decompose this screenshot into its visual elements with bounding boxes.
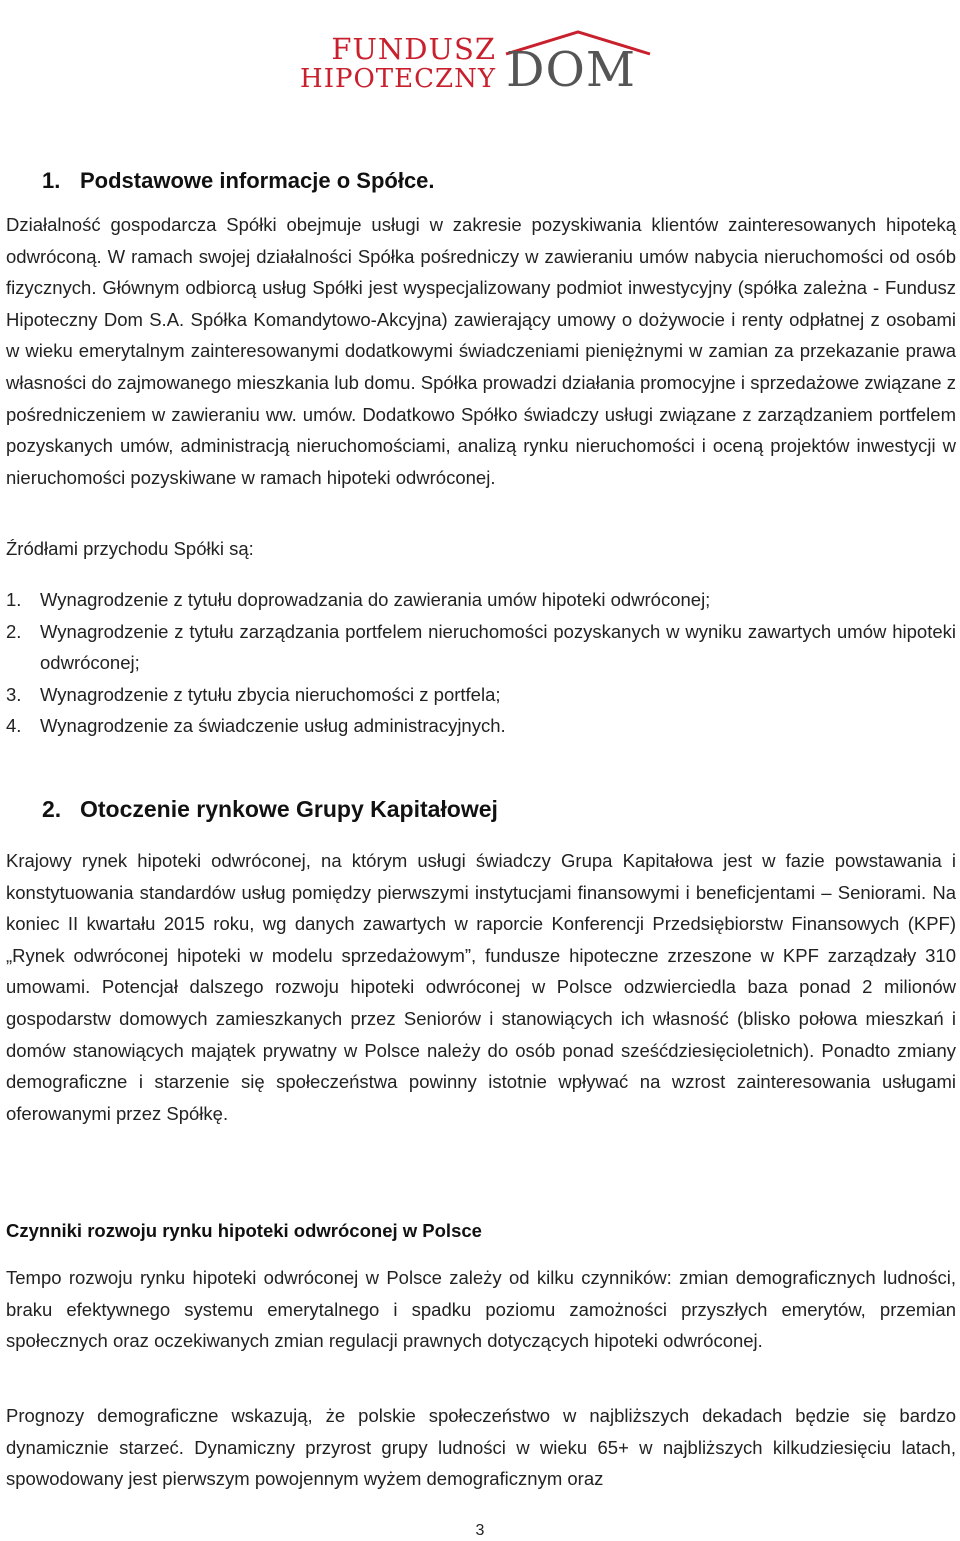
list-item-text: Wynagrodzenie z tytułu zbycia nieruchomości z portfela; <box>40 683 501 705</box>
list-item-text: Wynagrodzenie z tytułu doprowadzania do zawierania umów hipoteki odwróconej; <box>40 589 711 610</box>
section-1-paragraph: Działalność gospodarcza Spółki obejmuje usługi w zakresie pozyskiwania klientów zainteresowanych hipoteką odwróconą. W ramach swojej działalności Spółka pośredniczy w zawieraniu umów nabycia nieruchomości od osób fizycznych. Głównym odbiorcą usług Spółki jest wyspecjalizowany podmiot inwestycyjny (spółka zależna - Fundusz Hipoteczny Dom S.A. Spółka Komandytowo-Akcyjna) zawierający umowy o dożywocie i renty odpłatnej z osobami w wieku emerytalnym zainteresowanymi dodatkowymi świadczeniami pieniężnymi w zamian za przekazanie prawa własności do zajmowanego mieszkania lub domu. Spółka prowadzi działania promocyjne i sprzedażowe związane z pośredniczeniem w zawieraniu ww. umów. Dodatkowo Spółko świadczy usługi związane z zarządzaniem portfelem pozyskanych umów, administracją nieruchomościami, analizą rynku nieruchomości i oceną projektów inwestycji w nieruchomości pozyskiwane w ramach hipoteki odwróconej. <box>6 214 956 488</box>
list-item-number: 2. <box>6 620 22 642</box>
section-1-heading <box>42 168 435 194</box>
section-2-heading <box>42 796 498 823</box>
section-2-paragraph: Krajowy rynek hipoteki odwróconej, na którym usługi świadczy Grupa Kapitałowa jest w fazie powstawania i konstytuowania standardów usług pomiędzy pierwszymi instytucjami finansowymi i beneficjentami – Seniorami. Na koniec II kwartału 2015 roku, wg danych zawartych w raporcie Konferencji Przedsiębiorstw Finansowych (KPF) „Rynek odwróconej hipoteki w modelu sprzedażowym”, fundusze hipoteczne zrzeszone w KPF zarządzały 310 umowami. Potencjał dalszego rozwoju hipoteki odwróconej w Polsce odzwierciedla baza ponad 2 milionów gospodarstw domowych zamieszkanych przez Seniorów i stanowiących ich własność (blisko połowa mieszkań i domów stanowiących majątek prywatny w Polsce należy do osób ponad sześćdziesięcioletnich). Ponadto zmiany demograficzne i starzenie się społeczeństwa powinny istotnie wpływać na wzrost zainteresowania usługami oferowanymi przez Spółkę. <box>6 850 956 1124</box>
page-number: 3 <box>475 1522 485 1539</box>
list-item <box>6 616 956 679</box>
section-2-number: 2. <box>42 796 62 822</box>
logo-line-hipoteczny: HIPOTECZNY <box>300 64 496 94</box>
section-2-title: Otoczenie rynkowe Grupy Kapitałowej <box>80 796 498 822</box>
list-item-number: 4. <box>6 715 22 737</box>
logo-line-fundusz: FUNDUSZ <box>331 32 496 66</box>
logo-text-block <box>300 34 496 94</box>
list-item-text: Wynagrodzenie z tytułu zarządzania portfelem nieruchomości pozyskanych w wyniku zawartych umów hipoteki odwróconej; <box>40 620 956 674</box>
list-item <box>6 679 956 711</box>
revenue-sources-list <box>6 584 956 742</box>
section-2-subheading: Czynniki rozwoju rynku hipoteki odwróconej w Polsce <box>6 1220 482 1241</box>
list-item <box>6 584 956 616</box>
section-1-number: 1. <box>42 168 61 193</box>
section-2-paragraph-2: Tempo rozwoju rynku hipoteki odwróconej w Polsce zależy od kilku czynników: zmian demograficznych ludności, braku efektywnego systemu emerytalnego i spadku poziomu zamożności przyszłych emerytów, przemian społecznych oraz oczekiwanych zmian regulacji prawnych dotyczących hipoteki odwróconej. <box>6 1267 956 1352</box>
logo-word-dom: DOM <box>506 42 636 98</box>
list-item-number: 1. <box>6 589 22 610</box>
revenue-sources-label: Źródłami przychodu Spółki są: <box>6 538 254 559</box>
company-logo <box>300 30 660 100</box>
list-item <box>6 710 956 742</box>
list-item-text: Wynagrodzenie za świadczenie usług administracyjnych. <box>40 715 506 737</box>
logo-dom-mark <box>504 30 654 100</box>
section-1-title: Podstawowe informacje o Spółce. <box>80 168 435 193</box>
list-item-number: 3. <box>6 683 22 705</box>
section-2-paragraph-3: Prognozy demograficzne wskazują, że polskie społeczeństwo w najbliższych dekadach będzie się bardzo dynamicznie starzeć. Dynamiczny przyrost grupy ludności w wieku 65+ w najbliższych kilkudziesięciu latach, spowodowany jest pierwszym powojennym wyżem demograficznym oraz <box>6 1405 956 1490</box>
